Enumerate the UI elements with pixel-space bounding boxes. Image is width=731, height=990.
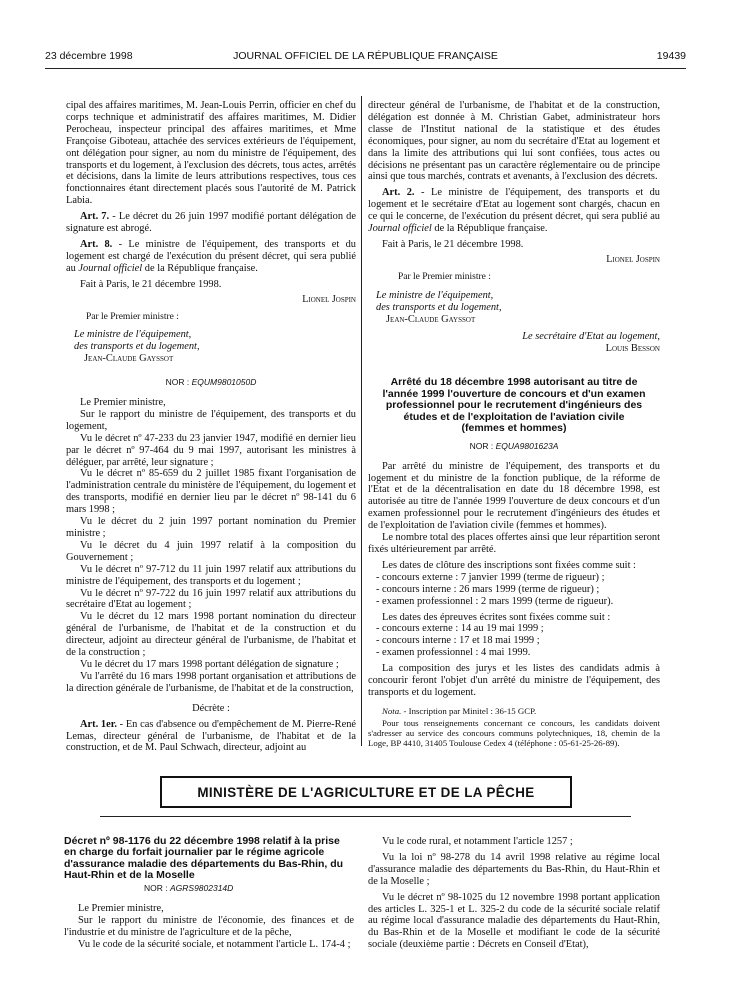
nota-label: Nota. [382,705,402,716]
text-line: Vu l'arrêté du 16 mars 1998 portant organisation et attributions de la direction générale de l'urbanisme, de l'habitat et de la construction, [66,670,356,694]
bottom-right-column [368,836,660,951]
article-label: Art. 1er. [80,718,117,730]
minister-title-2: des transports et du logement, [376,301,502,313]
text-line: Vu le décret du 2 juin 1997 portant nomination du Premier ministre ; [66,516,356,539]
nor-label: NOR : [144,883,170,894]
list-item: - concours externe : 7 janvier 1999 (terme de rigueur) ; [376,571,605,583]
secretary-name: Louis Besson [605,343,660,355]
paragraph: Les dates des épreuves écrites sont fixées comme suit : [382,611,611,623]
text-line: Vu le décret nº 97-712 du 11 juin 1997 relatif aux attributions du ministre de l'équipement, des transports et du logement ; [66,563,356,587]
nota [368,706,660,716]
nota-text: - Inscription par Minitel : 36-15 GCP. [401,705,537,716]
article-label: Art. 8. [80,238,113,250]
article-text: - Le ministre de l'équipement, des transports et du logement et le secrétaire d'Etat au logement sont chargés, chacun en ce qui le concerne, de l'exécution du présent décret, qui sera publié au [368,187,660,223]
ministry-banner [160,776,572,808]
text-line: Le Premier ministre, [78,903,164,915]
decrete: Décrète : [192,702,230,714]
secretary-title: Le secrétaire d'Etat au logement, [522,331,660,343]
nor-label: NOR : [165,377,192,388]
page-header [45,50,686,68]
article-text: de la République française. [431,223,548,235]
column-separator [361,96,362,746]
article-2 [368,187,660,235]
paragraph: Le nombre total des places offertes ainsi que leur répartition seront fixés ultérieurement par arrêté. [368,532,660,555]
nor-reference [368,441,660,453]
minister-title-1: Le ministre de l'équipement, [376,289,494,301]
section-rule [100,816,631,817]
decree-title: Décret nº 98-1176 du 22 décembre 1998 relatif à la prise en charge du forfait journalier par le régime agricole d'assurance maladie des départements du Bas-Rhin, du Haut-Rhin et de la Moselle [64,835,344,881]
article-label: Art. 7. [80,211,110,223]
paragraph: Les dates de clôture des inscriptions sont fixées comme suit : [382,559,636,571]
text-line: Le Premier ministre, [80,397,166,409]
text-line: Sur le rapport du ministre de l'équipement, des transports et du logement, [66,408,356,432]
text-line: Vu le code de la sécurité sociale, et notamment l'article L. 174-4 ; [78,938,351,950]
fait-a-paris: Fait à Paris, le 21 décembre 1998. [382,238,524,250]
nor-reference [144,883,354,895]
text-line: Vu le décret du 17 mars 1998 portant délégation de signature ; [80,658,339,670]
nor-reference [66,377,356,389]
nor-code: EQUM9801050D [191,377,257,388]
article-text: - Le décret du 26 juin 1997 modifié portant délégation de signature est abrogé. [66,211,356,235]
page-number: 19439 [656,50,686,62]
paragraph: Par arrêté du ministre de l'équipement, des transports et du logement et du ministre de la fonction publique, de la réforme de l'Etat et de la décentralisation en date du 18 décembre 1998, est autorisée au titre de l'année 1999 l'ouverture de deux concours et d'un examen professionnel pour le recrutement d'ingénieurs des études et de l'exploitation de l'aviation civile (femmes et hommes). [368,460,660,532]
article-8 [66,239,356,275]
list-item: - concours interne : 17 et 18 mai 1999 ; [376,635,540,647]
text-line: Vu le décret du 12 mars 1998 portant nomination du directeur général de l'urbanisme, de l'habitat et de la construction et du directeur, adjoint au directeur général de l'urbanisme, de l'habitat et de la construction ; [66,611,356,659]
article-1 [66,719,356,755]
nor-code: EQUA9801623A [495,440,559,451]
journal-title: JOURNAL OFFICIEL DE LA RÉPUBLIQUE FRANÇAISE [233,50,498,62]
minister-title-2: des transports et du logement, [74,341,200,353]
list-item: - examen professionnel : 4 mai 1999. [376,647,531,659]
list-item: - concours interne : 26 mars 1999 (terme de rigueur) ; [376,583,600,595]
text-line: Sur le rapport du ministre de l'économie, des finances et de l'industrie et du ministre de l'agriculture et de la pêche, [64,915,354,938]
journal-officiel-italic: Journal officiel [78,262,143,274]
bottom-left-column [64,836,354,951]
article-text: - En cas d'absence ou d'empêchement de M. Pierre-René Lemas, directeur général de l'urbanisme, de l'habitat et de la construction, et de M. Paul Schwach, directeur, adjoint au [66,718,356,754]
par-le-premier-ministre: Par le Premier ministre : [398,271,491,282]
text-line: Vu la loi nº 98-278 du 14 avril 1998 relative au régime local d'assurance maladie des départements du Bas-Rhin, du Haut-Rhin et de la Moselle ; [368,851,660,887]
text-line: Vu le décret du 4 juin 1997 relatif à la composition du Gouvernement ; [66,539,356,563]
paragraph: cipal des affaires maritimes, M. Jean-Louis Perrin, officier en chef du corps technique et administratif des affaires maritimes, M. Didier Perocheau, inspecteur principal des affaires maritimes, et Mme Françoise Giboteau, attachée des services extérieurs de l'équipement, ont délégation pour signer, au nom du ministre de l'équipement, des transports et du logement, à l'exclusion des décrets, tous actes, arrêtés et décisions, dans la limite de leurs attributions respectives, tous ces fonctionnaires étant directement placés sous l'autorité de M. Patrick Labia. [66,100,356,207]
text-line: Vu le code rural, et notamment l'article 1257 ; [382,836,573,847]
signer-name: Lionel Jospin [606,253,660,265]
text-line: Vu le décret nº 85-659 du 2 juillet 1985 fixant l'organisation de l'administration centrale du ministère de l'équipement, du logement et des transports, modifié en dernier lieu par le décret nº 98-141 du 6 mars 1998 ; [66,468,356,516]
text-line: Vu le décret nº 97-722 du 16 juin 1997 relatif aux attributions du secrétaire d'Etat au logement ; [66,587,356,611]
minister-name: Jean-Claude Gayssot [84,353,174,365]
header-date: 23 décembre 1998 [45,50,133,62]
right-column [368,100,660,748]
nor-code: AGRS9802314D [169,883,234,894]
nor-label: NOR : [469,440,496,451]
paragraph: La composition des jurys et les listes des candidats admis à concourir feront l'objet d'un arrêté du ministre de l'équipement, des transports et du logement. [368,663,660,698]
ministry-title: MINISTÈRE DE L'AGRICULTURE ET DE LA PÊCHE [197,784,535,800]
text-line: Vu le décret nº 98-1025 du 12 novembre 1998 portant application des articles L. 325-1 et L. 325-2 du code de la sécurité sociale relatif au régime local d'assurance maladie des départements du Haut-Rhin, du Bas-Rhin et de la Moselle et modifiant le code de la sécurité sociale (deuxième partie : Décrets en Conseil d'Etat), [368,891,660,951]
nota-details: Pour tous renseignements concernant ce concours, les candidats doivent s'adresser au service des concours communs polytechniques, 18, chemin de la Loge, BP 4410, 31405 Toulouse Cedex 4 (téléphone : 05-61-25-26-89). [368,717,660,748]
par-le-premier-ministre: Par le Premier ministre : [86,311,179,322]
left-column [66,100,356,754]
article-text: de la République française. [142,262,258,274]
article-label: Art. 2. [382,187,415,199]
list-item: - concours externe : 14 au 19 mai 1999 ; [376,623,544,635]
journal-officiel-italic: Journal officiel [368,223,432,235]
text-line: Vu le décret nº 47-233 du 23 janvier 1947, modifié en dernier lieu par le décret nº 97-464 du 9 mai 1997, autorisant les ministres à déléguer, par arrêté, leur signature ; [66,432,356,468]
arrete-title: Arrêté du 18 décembre 1998 autorisant au titre de l'année 1999 l'ouverture de concours et d'un examen professionnel pour le recrutement d'ingénieurs des études et de l'exploitation de l'aviation civile (femmes et hommes) [382,376,646,435]
minister-name: Jean-Claude Gayssot [386,313,476,325]
signer-name: Lionel Jospin [302,293,356,305]
article-7 [66,211,356,235]
paragraph: directeur général de l'urbanisme, de l'habitat et de la construction, délégation est donnée à M. Christian Gabet, administrateur hors classe de l'Institut national de la statistique et des études économiques, pour signer, au nom du secrétaire d'Etat au logement et dans la limite des attributions qui lui sont confiées, tous actes ou décisions ne présentant pas un caractère réglementaire ou de principe ainsi que tous marchés, contrats et avenants, à l'exclusion des décrets. [368,100,660,183]
header-rule [45,68,686,69]
article-text: - Le ministre de l'équipement, des transports et du logement est chargé de l'exécution du présent décret, qui sera publié au [66,238,356,274]
fait-a-paris: Fait à Paris, le 21 décembre 1998. [80,278,222,290]
list-item: - examen professionnel : 2 mars 1999 (terme de rigueur). [376,595,614,607]
minister-title-1: Le ministre de l'équipement, [74,329,192,341]
